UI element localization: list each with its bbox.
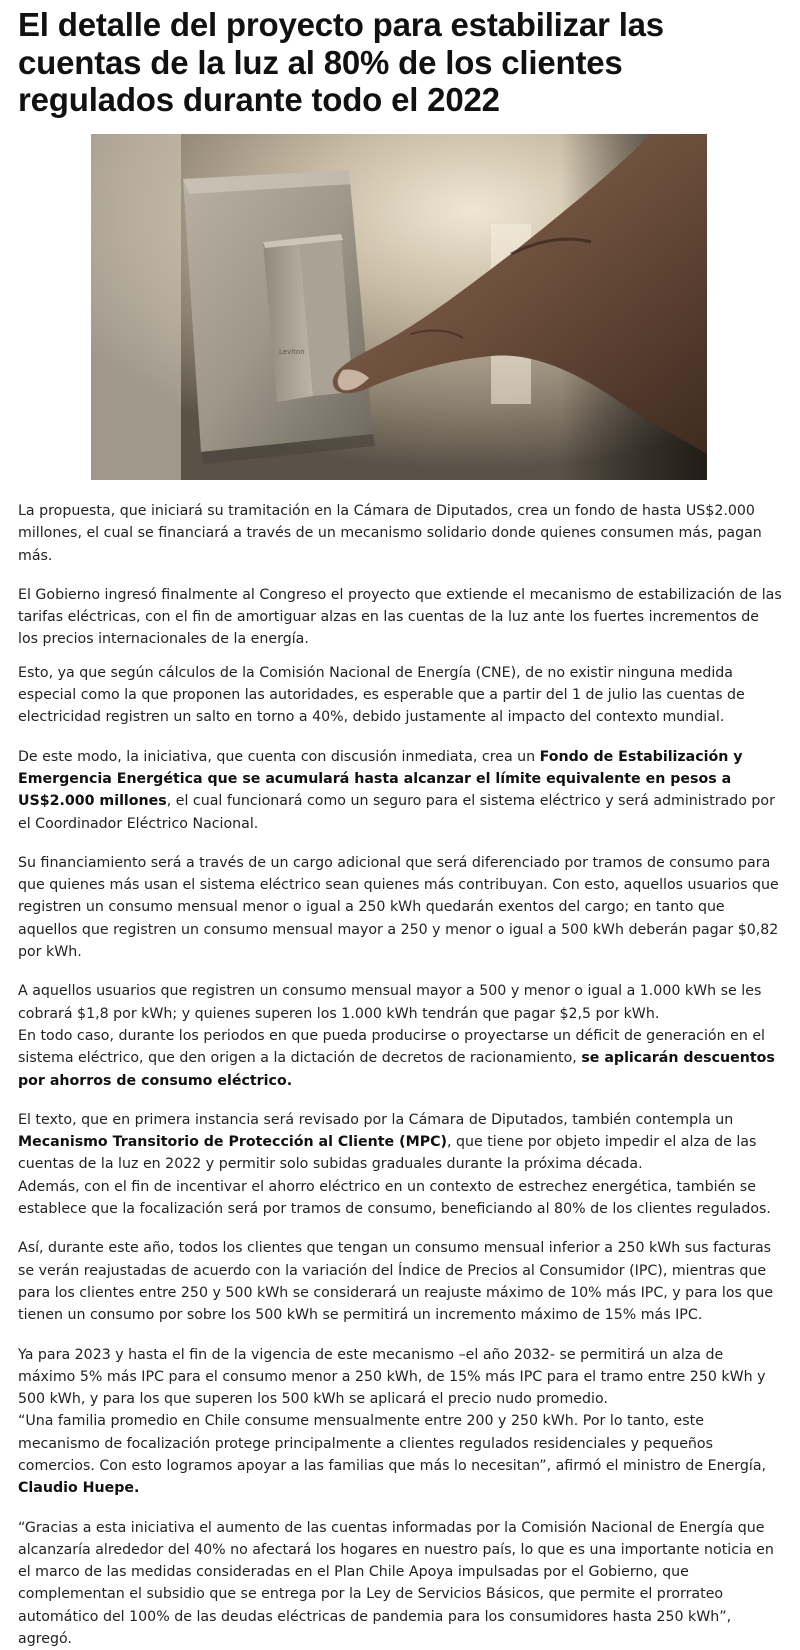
- article-body: [18, 500, 782, 1650]
- paragraph-11: Ya para 2023 y hasta el fin de la vigencia de este mecanismo –el año 2032- se permitirá un alza de máximo 5% más IPC para el consumo menor a 250 kWh, de 15% más IPC para el tramo entre 250 kWh y 500 kWh, y para los que superen los 500 kWh se aplicará el precio nudo promedio.: [18, 1346, 766, 1408]
- paragraph-5: Su financiamiento será a través de un cargo adicional que será diferenciado por tramos de consumo para que quienes más usan el sistema eléctrico sean quienes más contribuyan. Con esto, aquellos usuarios que registren un consumo mensual menor o igual a 250 kWh quedarán exentos del cargo; en tanto que aquellos que registren un consumo mensual mayor a 250 y menor o igual a 500 kWh deberán pagar $0,82 por kWh.: [18, 854, 779, 961]
- paragraph-6: A aquellos usuarios que registren un consumo mensual mayor a 500 y menor o igual a 1.000 kWh se les cobrará $1,8 por kWh; y quienes superen los 1.000 kWh tendrán que pagar $2,5 por kWh.: [18, 983, 762, 1022]
- paragraph-3: Esto, ya que según cálculos de la Comisión Nacional de Energía (CNE), de no existir ninguna medida especial como la que proponen las autoridades, es esperable que a partir del 1 de julio las cuentas de electricidad registren un salto en torno a 40%, debido justamente al impacto del contexto mundial.: [18, 664, 745, 726]
- paragraph-8-text: El texto, que en primera instancia será revisado por la Cámara de Diputados, también contempla un: [18, 1111, 734, 1128]
- paragraph-7-text: En todo caso, durante los periodos en que pueda producirse o proyectarse un déficit de generación en el sistema eléctrico, que den origen a la dictación de decretos de racionamiento,: [18, 1027, 765, 1067]
- paragraph-10: Así, durante este año, todos los clientes que tengan un consumo mensual inferior a 250 kWh sus facturas se verán reajustadas de acuerdo con la variación del Índice de Precios al Consumidor (IPC), mientras que para los clientes entre 250 y 500 kWh se considerará un reajuste máximo de 10% más IPC, y para los que tienen un consumo por sobre los 500 kWh se permitirá un incremento máximo de 15% más IPC.: [18, 1240, 774, 1324]
- paragraph-8: [18, 1109, 782, 1176]
- paragraph-1: La propuesta, que iniciará su tramitación en la Cámara de Diputados, crea un fondo de hasta US$2.000 millones, el cual se financiará a través de un mecanismo solidario donde quienes consumen más, pagan más.: [18, 503, 762, 564]
- paragraph-4: [18, 746, 782, 835]
- fund-highlight: Fondo de Estabilización y Emergencia Energética que se acumulará hasta alcanzar el límite equivalente en pesos a US$2.000 millones: [18, 748, 743, 810]
- paragraph-9: Además, con el fin de incentivar el ahorro eléctrico en un contexto de estrechez energética, también se establece que la focalización será por tramos de consumo, beneficiando al 80% de los clientes regulados.: [18, 1178, 771, 1218]
- article-photo: [91, 134, 707, 480]
- discount-highlight: se aplicarán descuentos por ahorros de consumo eléctrico.: [18, 1050, 775, 1089]
- light-switch-photo-icon: [91, 134, 707, 480]
- headline: El detalle del proyecto para estabilizar las cuentas de la luz al 80% de los clientes regulados durante todo el 2022: [18, 6, 664, 118]
- paragraph-8-text-end: , que tiene por objeto impedir el alza de las cuentas de la luz en 2022 y permitir solo subidas graduales durante la próxima década.: [18, 1134, 757, 1173]
- paragraph-13: “Gracias a esta iniciativa el aumento de las cuentas informadas por la Comisión Nacional de Energía que alcanzaría alrededor del 40% no afectará los hogares en nuestro país, lo que es una importante noticia en el marco de las medidas consideradas en el Plan Chile Apoya impulsadas por el Gobierno, que complementan el subsidio que se entrega por la Ley de Servicios Básicos, que permite el prorrateo automático del 100% de las deudas eléctricas de pandemia para los consumidores hasta 250 kWh”, agregó.: [18, 1519, 774, 1648]
- article-header: [18, 0, 782, 119]
- paragraph-12: [18, 1410, 782, 1499]
- paragraph-4-text: De este modo, la iniciativa, que cuenta con discusión inmediata, crea un: [18, 748, 540, 765]
- minister-name: Claudio Huepe.: [18, 1480, 140, 1497]
- quote-minister: “Una familia promedio en Chile consume mensualmente entre 200 y 250 kWh. Por lo tanto, este mecanismo de focalización protege principalmente a clientes regulados residenciales y pequeños comercios. Con esto logramos apoyar a las familias que más lo necesitan”, afirmó el ministro de Energía,: [18, 1413, 767, 1474]
- paragraph-4-text-end: , el cual funcionará como un seguro para el sistema eléctrico y será administrado por el Coordinador Eléctrico Nacional.: [18, 793, 775, 832]
- mpc-highlight: Mecanismo Transitorio de Protección al Cliente (MPC): [18, 1134, 447, 1151]
- svg-text:Leviton: Leviton: [279, 348, 305, 356]
- paragraph-7: [18, 1025, 782, 1092]
- paragraph-2: El Gobierno ingresó finalmente al Congreso el proyecto que extiende el mecanismo de estabilización de las tarifas eléctricas, con el fin de amortiguar alzas en las cuentas de la luz ante los fuertes incrementos de los precios internacionales de la energía.: [18, 586, 782, 648]
